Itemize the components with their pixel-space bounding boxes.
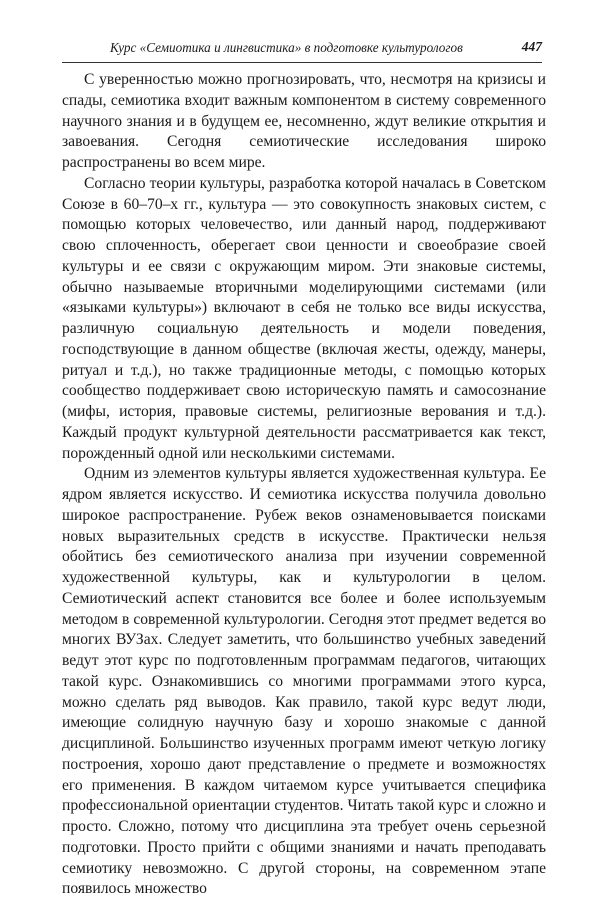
body-text (62, 70, 546, 900)
page-header (62, 36, 542, 63)
paragraph: Согласно теории культуры, разработка которой началась в Советском Союзе в 60–70–х гг., культура — это совокупность знаковых систем, с помощью которых человечество, или данный народ, поддерживают свою сплоченность, оберегает свои ценности и своеобразие своей культуры и ее связи с окружающим миром. Эти знаковые системы, обычно называемые вторичными моделирующими системами (или «языками культуры») включают в себя не только все виды искусства, различную социальную деятельность и модели поведения, господствующие в данном обществе (включая жесты, одежду, манеры, ритуал и т.д.), но также традиционные методы, с помощью которых сообщество поддерживает свою историческую память и самосознание (мифы, история, правовые системы, религиозные верования и т.д.). Каждый продукт культурной деятельности рассматривается как текст, порожденный одной или несколькими системами. (62, 174, 546, 462)
paragraph: Одним из элементов культуры является художественная культура. Ее ядром является искусство. И семиотика искусства получила довольно широкое распространение. Рубеж веков ознаменовывается поисками новых выразительных средств в искусстве. Практически нельзя обойтись без семиотического анализа при изучении современной художественной культуры, как и культурологии в целом. Семиотический аспект становится все более и более используемым методом в современной культурологии. Сегодня этот предмет ведется во многих ВУЗах. Следует заметить, что большинство учебных заведений ведут этот курс по подготовленным программам педагогов, читающих такой курс. Ознакомившись со многими программами этого курса, можно сделать ряд выводов. Как правило, такой курс ведут люди, имеющие солидную научную базу и хорошо знакомые с данной дисциплиной. Большинство изученных программ имеют четкую логику построения, хорошо дают представление о предмете и возможностях его применения. В каждом читаемом курсе учитывается специфика профессиональной ориентации студентов. Читать такой курс и сложно и просто. Сложно, потому что дисциплина эта требует очень серьезной подготовки. Просто прийти с общими знаниями и начать преподавать семиотику невозможно. С другой стороны, на современном этапе появилось множество (62, 465, 546, 898)
paragraph: С уверенностью можно прогнозировать, что, несмотря на кризисы и спады, семиотика входит важным компонентом в систему современного научного знания и в будущем ее, несомненно, ждут великие открытия и завоевания. Сегодня семиотические исследования широко распространены во всем мире. (62, 71, 546, 171)
page-number: 447 (521, 39, 542, 54)
running-title: Курс «Семиотика и лингвистика» в подготовке культурологов (110, 40, 463, 55)
